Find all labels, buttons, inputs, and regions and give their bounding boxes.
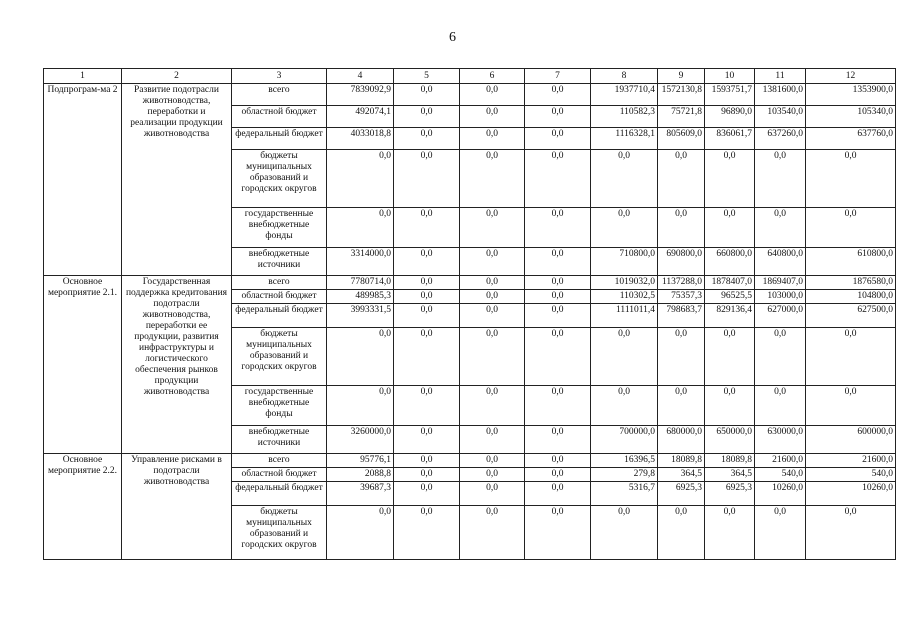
value-cell: 1572130,8: [658, 84, 705, 106]
value-cell: 710800,0: [591, 248, 658, 276]
value-cell: 7839092,9: [327, 84, 394, 106]
value-cell: 0,0: [705, 386, 755, 426]
value-cell: 3260000,0: [327, 426, 394, 454]
value-cell: 630000,0: [755, 426, 806, 454]
value-cell: 836061,7: [705, 128, 755, 150]
funding-source-cell: всего: [232, 276, 327, 290]
value-cell: 0,0: [460, 248, 525, 276]
value-cell: 96890,0: [705, 106, 755, 128]
program-name-cell: Управление рисками в подотрасли животноводства: [122, 454, 232, 560]
value-cell: 0,0: [525, 454, 591, 468]
column-header: 4: [327, 69, 394, 84]
column-header: 9: [658, 69, 705, 84]
value-cell: 0,0: [755, 150, 806, 208]
value-cell: 0,0: [525, 386, 591, 426]
value-cell: 0,0: [591, 506, 658, 560]
funding-source-cell: областной бюджет: [232, 468, 327, 482]
value-cell: 2088,8: [327, 468, 394, 482]
value-cell: 0,0: [591, 150, 658, 208]
value-cell: 103000,0: [755, 290, 806, 304]
value-cell: 0,0: [394, 106, 460, 128]
funding-source-cell: государственные внебюджетные фонды: [232, 386, 327, 426]
program-name-cell: Государственная поддержка кредитования подотрасли животноводства, переработки ее продукции, развития инфраструктуры и логистического обеспечения рынков продукции животноводства: [122, 276, 232, 454]
funding-source-cell: всего: [232, 454, 327, 468]
value-cell: 0,0: [327, 506, 394, 560]
table-row: [44, 84, 896, 106]
funding-source-cell: всего: [232, 84, 327, 106]
value-cell: 0,0: [394, 454, 460, 468]
value-cell: 0,0: [705, 150, 755, 208]
value-cell: 1111011,4: [591, 304, 658, 328]
funding-source-cell: бюджеты муниципальных образований и городских округов: [232, 506, 327, 560]
value-cell: 0,0: [394, 482, 460, 506]
value-cell: 0,0: [658, 386, 705, 426]
value-cell: 700000,0: [591, 426, 658, 454]
value-cell: 6925,3: [705, 482, 755, 506]
funding-source-cell: федеральный бюджет: [232, 482, 327, 506]
value-cell: 1137288,0: [658, 276, 705, 290]
value-cell: 3314000,0: [327, 248, 394, 276]
program-cell: Основное мероприятие 2.1.: [44, 276, 122, 454]
value-cell: 0,0: [525, 290, 591, 304]
budget-table: [43, 68, 896, 560]
funding-source-cell: бюджеты муниципальных образований и городских округов: [232, 150, 327, 208]
value-cell: 0,0: [394, 506, 460, 560]
program-cell: Основное мероприятие 2.2.: [44, 454, 122, 560]
value-cell: 0,0: [591, 208, 658, 248]
value-cell: 0,0: [755, 506, 806, 560]
value-cell: 0,0: [705, 208, 755, 248]
value-cell: 0,0: [460, 290, 525, 304]
value-cell: 1876580,0: [806, 276, 896, 290]
value-cell: 0,0: [460, 426, 525, 454]
value-cell: 690800,0: [658, 248, 705, 276]
value-cell: 0,0: [755, 328, 806, 386]
value-cell: 1593751,7: [705, 84, 755, 106]
value-cell: 0,0: [658, 208, 705, 248]
value-cell: 4033018,8: [327, 128, 394, 150]
value-cell: 0,0: [394, 128, 460, 150]
column-header: 2: [122, 69, 232, 84]
value-cell: 627500,0: [806, 304, 896, 328]
value-cell: 7780714,0: [327, 276, 394, 290]
table-row: [44, 276, 896, 290]
column-header: 12: [806, 69, 896, 84]
value-cell: 0,0: [755, 208, 806, 248]
value-cell: 637760,0: [806, 128, 896, 150]
program-name-cell: Развитие подотрасли животноводства, переработки и реализации продукции животноводства: [122, 84, 232, 276]
value-cell: 1019032,0: [591, 276, 658, 290]
value-cell: 0,0: [394, 276, 460, 290]
value-cell: 39687,3: [327, 482, 394, 506]
value-cell: 0,0: [806, 386, 896, 426]
value-cell: 364,5: [658, 468, 705, 482]
value-cell: 0,0: [327, 328, 394, 386]
value-cell: 492074,1: [327, 106, 394, 128]
value-cell: 0,0: [460, 482, 525, 506]
column-header: 6: [460, 69, 525, 84]
value-cell: 0,0: [394, 208, 460, 248]
value-cell: 10260,0: [755, 482, 806, 506]
funding-source-cell: областной бюджет: [232, 290, 327, 304]
value-cell: 640800,0: [755, 248, 806, 276]
value-cell: 0,0: [806, 150, 896, 208]
value-cell: 0,0: [658, 150, 705, 208]
column-header: 7: [525, 69, 591, 84]
column-header: 3: [232, 69, 327, 84]
value-cell: 0,0: [327, 208, 394, 248]
value-cell: 0,0: [394, 468, 460, 482]
value-cell: 0,0: [525, 106, 591, 128]
value-cell: 540,0: [806, 468, 896, 482]
value-cell: 0,0: [806, 506, 896, 560]
value-cell: 0,0: [591, 328, 658, 386]
value-cell: 0,0: [394, 426, 460, 454]
value-cell: 0,0: [394, 150, 460, 208]
column-header: 11: [755, 69, 806, 84]
value-cell: 0,0: [525, 150, 591, 208]
column-header: 8: [591, 69, 658, 84]
value-cell: 0,0: [806, 208, 896, 248]
funding-source-cell: бюджеты муниципальных образований и городских округов: [232, 328, 327, 386]
value-cell: 0,0: [525, 248, 591, 276]
funding-source-cell: внебюджетные источники: [232, 426, 327, 454]
value-cell: 103540,0: [755, 106, 806, 128]
value-cell: 0,0: [755, 386, 806, 426]
funding-source-cell: федеральный бюджет: [232, 304, 327, 328]
value-cell: 21600,0: [806, 454, 896, 468]
value-cell: 0,0: [460, 304, 525, 328]
value-cell: 637260,0: [755, 128, 806, 150]
value-cell: 110302,5: [591, 290, 658, 304]
value-cell: 829136,4: [705, 304, 755, 328]
value-cell: 0,0: [460, 468, 525, 482]
value-cell: 0,0: [394, 84, 460, 106]
value-cell: 0,0: [806, 328, 896, 386]
value-cell: 0,0: [525, 482, 591, 506]
value-cell: 0,0: [394, 386, 460, 426]
value-cell: 0,0: [705, 506, 755, 560]
value-cell: 364,5: [705, 468, 755, 482]
value-cell: 0,0: [394, 290, 460, 304]
value-cell: 489985,3: [327, 290, 394, 304]
value-cell: 798683,7: [658, 304, 705, 328]
value-cell: 0,0: [460, 276, 525, 290]
value-cell: 105340,0: [806, 106, 896, 128]
value-cell: 279,8: [591, 468, 658, 482]
value-cell: 0,0: [327, 386, 394, 426]
value-cell: 0,0: [658, 506, 705, 560]
value-cell: 0,0: [525, 506, 591, 560]
table-body: [44, 69, 896, 560]
value-cell: 3993331,5: [327, 304, 394, 328]
value-cell: 610800,0: [806, 248, 896, 276]
value-cell: 16396,5: [591, 454, 658, 468]
value-cell: 5316,7: [591, 482, 658, 506]
value-cell: 0,0: [525, 328, 591, 386]
funding-source-cell: федеральный бюджет: [232, 128, 327, 150]
value-cell: 0,0: [658, 328, 705, 386]
value-cell: 75357,3: [658, 290, 705, 304]
header-row: [44, 69, 896, 84]
value-cell: 75721,8: [658, 106, 705, 128]
value-cell: 0,0: [327, 150, 394, 208]
value-cell: 540,0: [755, 468, 806, 482]
value-cell: 0,0: [591, 386, 658, 426]
column-header: 1: [44, 69, 122, 84]
value-cell: 0,0: [460, 454, 525, 468]
value-cell: 650000,0: [705, 426, 755, 454]
value-cell: 0,0: [525, 426, 591, 454]
value-cell: 627000,0: [755, 304, 806, 328]
value-cell: 1116328,1: [591, 128, 658, 150]
funding-source-cell: областной бюджет: [232, 106, 327, 128]
funding-source-cell: внебюджетные источники: [232, 248, 327, 276]
value-cell: 95776,1: [327, 454, 394, 468]
value-cell: 805609,0: [658, 128, 705, 150]
value-cell: 110582,3: [591, 106, 658, 128]
value-cell: 0,0: [525, 208, 591, 248]
value-cell: 1381600,0: [755, 84, 806, 106]
value-cell: 1878407,0: [705, 276, 755, 290]
value-cell: 660800,0: [705, 248, 755, 276]
value-cell: 0,0: [525, 128, 591, 150]
value-cell: 0,0: [525, 468, 591, 482]
value-cell: 0,0: [525, 84, 591, 106]
value-cell: 1937710,4: [591, 84, 658, 106]
value-cell: 96525,5: [705, 290, 755, 304]
value-cell: 104800,0: [806, 290, 896, 304]
value-cell: 10260,0: [806, 482, 896, 506]
value-cell: 0,0: [525, 276, 591, 290]
value-cell: 1869407,0: [755, 276, 806, 290]
value-cell: 0,0: [705, 328, 755, 386]
value-cell: 0,0: [460, 506, 525, 560]
table-row: [44, 454, 896, 468]
value-cell: 18089,8: [658, 454, 705, 468]
value-cell: 6925,3: [658, 482, 705, 506]
value-cell: 600000,0: [806, 426, 896, 454]
funding-source-cell: государственные внебюджетные фонды: [232, 208, 327, 248]
value-cell: 680000,0: [658, 426, 705, 454]
value-cell: 21600,0: [755, 454, 806, 468]
value-cell: 0,0: [460, 328, 525, 386]
value-cell: 0,0: [460, 106, 525, 128]
value-cell: 0,0: [460, 84, 525, 106]
value-cell: 0,0: [394, 304, 460, 328]
value-cell: 0,0: [460, 150, 525, 208]
value-cell: 0,0: [460, 386, 525, 426]
value-cell: 1353900,0: [806, 84, 896, 106]
value-cell: 0,0: [394, 328, 460, 386]
value-cell: 0,0: [394, 248, 460, 276]
page-number: 6: [449, 30, 456, 45]
column-header: 10: [705, 69, 755, 84]
program-cell: Подпрограм-ма 2: [44, 84, 122, 276]
value-cell: 0,0: [525, 304, 591, 328]
value-cell: 18089,8: [705, 454, 755, 468]
column-header: 5: [394, 69, 460, 84]
value-cell: 0,0: [460, 208, 525, 248]
value-cell: 0,0: [460, 128, 525, 150]
